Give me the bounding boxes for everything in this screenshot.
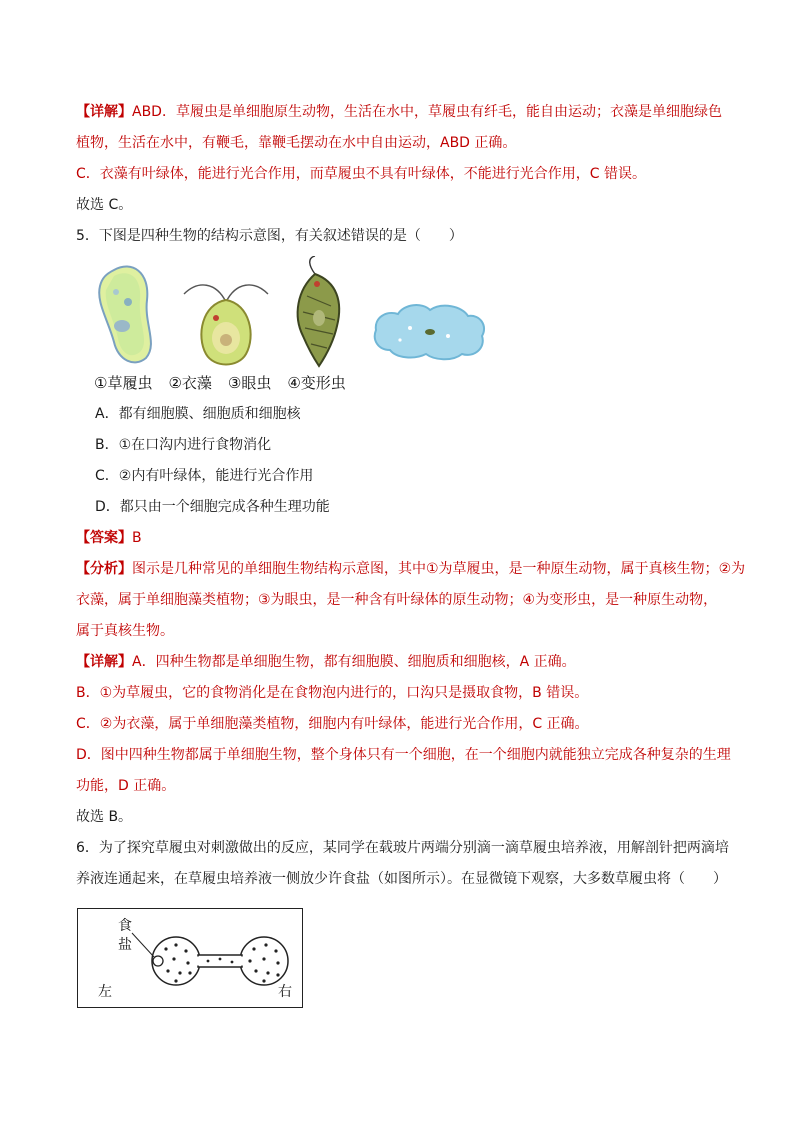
amoeba-image: [370, 300, 488, 362]
label-chlamydomonas: ②衣藻: [168, 374, 212, 392]
detail-line-2: 植物，生活在水中，有鞭毛，靠鞭毛摆动在水中自由运动，ABD 正确。: [76, 135, 517, 151]
detail-text: ABD．草履虫是单细胞原生动物，生活在水中，草履虫有纤毛，能自由运动；衣藻是单细胞绿色: [132, 104, 722, 120]
label-amoeba: ④变形虫: [287, 374, 346, 392]
paramecium-image: [92, 262, 162, 367]
euglena-image: [287, 256, 349, 368]
detail-line-1: [76, 102, 726, 122]
chlamydomonas-image: [180, 278, 272, 372]
slide-diagram: [77, 908, 303, 1008]
option-d: D．都只由一个细胞完成各种生理功能: [95, 499, 330, 515]
label-paramecium: ①草履虫: [94, 374, 153, 392]
detail5-text-a: A．四种生物都是单细胞生物，都有细胞膜、细胞质和细胞核，A 正确。: [132, 654, 576, 670]
detail5-line-b: B．①为草履虫，它的食物消化是在食物泡内进行的，口沟只是摄取食物，B 错误。: [76, 685, 589, 701]
q6-stem-2: 养液连通起来，在草履虫培养液一侧放少许食盐（如图所示）。在显微镜下观察，大多数草履虫将（ ）: [76, 871, 727, 887]
analysis-line-2: 衣藻，属于单细胞藻类植物；③为眼虫，是一种含有叶绿体的原生动物；④为变形虫，是一种原生动物，: [76, 592, 718, 608]
analysis-line-1: [76, 559, 746, 579]
q6-stem-1: 6．为了探究草履虫对刺激做出的反应，某同学在载玻片两端分别滴一滴草履虫培养液，用解剖针把两滴培: [76, 840, 729, 856]
q5-stem: 5．下图是四种生物的结构示意图，有关叙述错误的是（ ）: [76, 228, 463, 244]
detail5-line-a: [76, 652, 726, 672]
label-euglena: ③眼虫: [227, 374, 272, 392]
option-a: A．都有细胞膜、细胞质和细胞核: [95, 406, 301, 422]
detail-line-3: C．衣藻有叶绿体，能进行光合作用，而草履虫不具有叶绿体，不能进行光合作用，C 错误。: [76, 166, 646, 182]
analysis-line-3: 属于真核生物。: [76, 623, 174, 639]
answer-line: [76, 528, 726, 548]
analysis-label: 【分析】: [76, 561, 132, 577]
choice-line: 故选 C。: [76, 197, 133, 213]
right-label: 右: [278, 984, 292, 1000]
organism-labels: [94, 372, 362, 393]
detail5-line-c: C．②为衣藻，属于单细胞藻类植物，细胞内有叶绿体，能进行光合作用，C 正确。: [76, 716, 589, 732]
detail5-line-d2: 功能，D 正确。: [76, 778, 176, 794]
detail-label: 【详解】: [76, 104, 132, 120]
detail5-label: 【详解】: [76, 654, 132, 670]
analysis-text-1: 图示是几种常见的单细胞生物结构示意图，其中①为草履虫，是一种原生动物，属于真核生物；: [132, 561, 719, 577]
answer-label: 【答案】: [76, 530, 132, 546]
option-b: B．①在口沟内进行食物消化: [95, 437, 272, 453]
salt-label-1: 食: [118, 918, 132, 934]
salt-label-2: 盐: [118, 937, 132, 953]
analysis-text-1b: ②为: [718, 561, 746, 577]
answer-value: B: [132, 530, 142, 546]
option-c: C．②内有叶绿体，能进行光合作用: [95, 468, 314, 484]
left-label: 左: [98, 984, 112, 1000]
detail5-line-d1: D．图中四种生物都属于单细胞生物，整个身体只有一个细胞，在一个细胞内就能独立完成各种复杂的生理: [76, 747, 731, 763]
q5-choice-line: 故选 B。: [76, 809, 133, 825]
